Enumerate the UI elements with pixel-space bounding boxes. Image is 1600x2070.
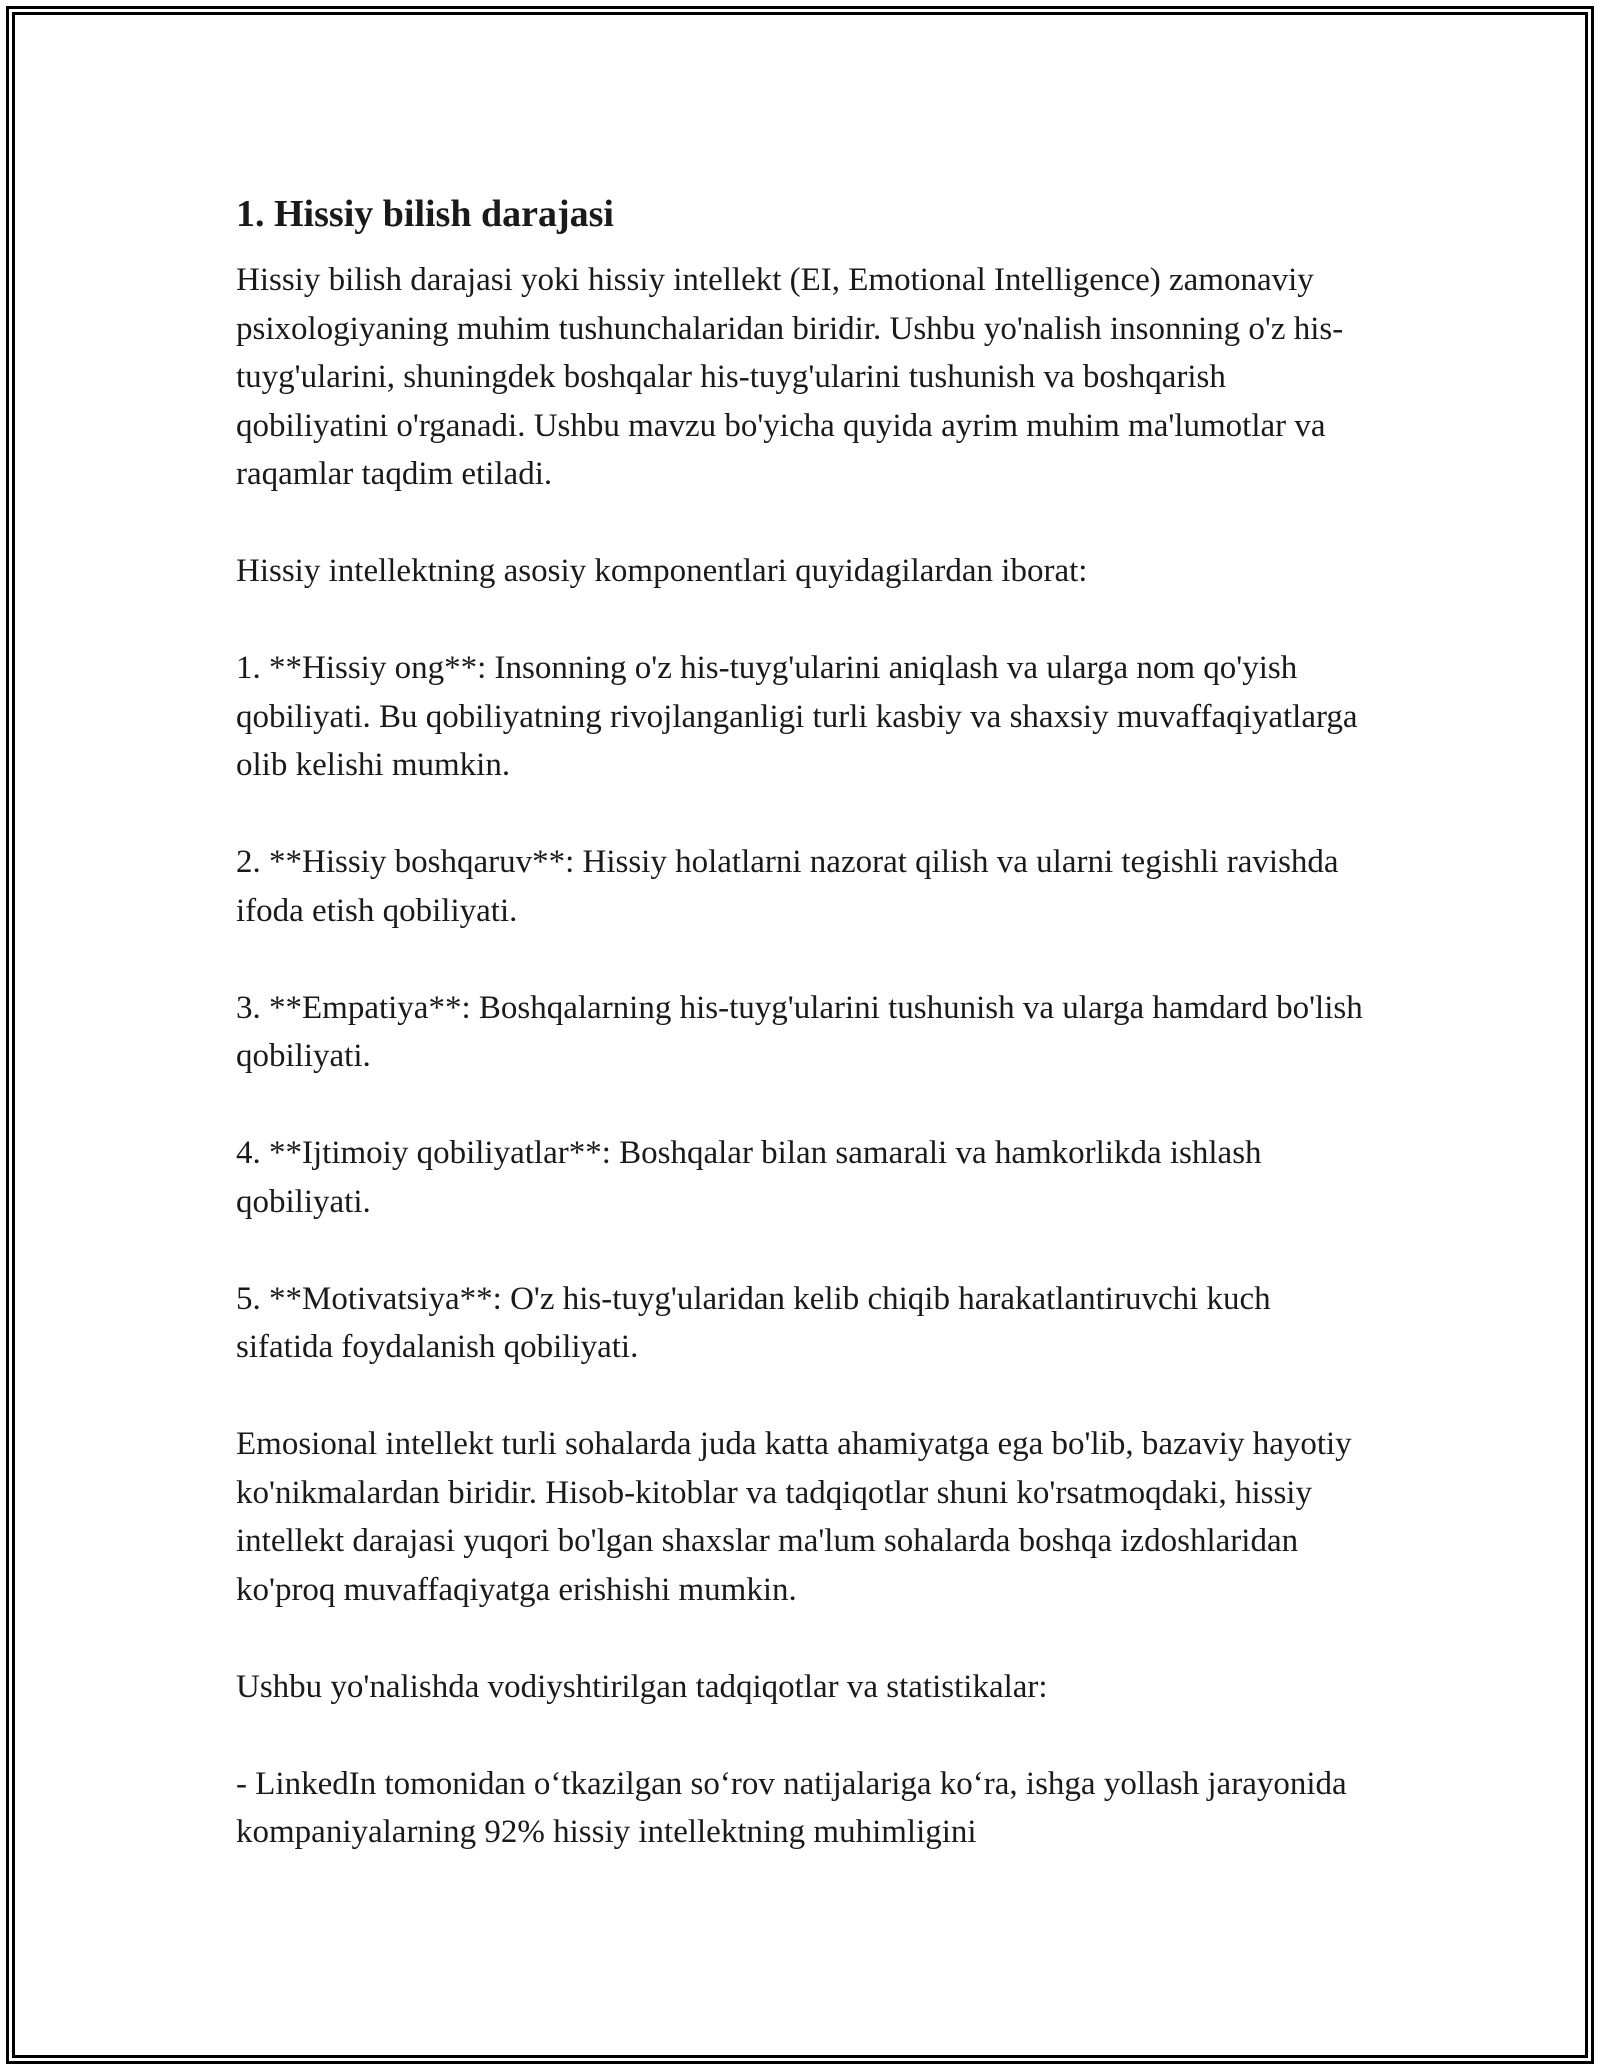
intro-paragraph: Hissiy bilish darajasi yoki hissiy intellekt (EI, Emotional Intelligence) zamonaviy psixologiyaning muhim tushunchalaridan biridir. Ushbu yo'nalish insonning o'z his-tuyg'ularini, shuningdek boshqalar his-tuyg'ularini tushunish va boshqarish qobiliyatini o'rganadi. Ushbu mavzu bo'yicha quyida ayrim muhim ma'lumotlar va raqamlar taqdim etiladi. [236, 262, 1344, 492]
list-item-hissiy-ong: 1. **Hissiy ong**: Insonning o'z his-tuyg'ularini aniqlash va ularga nom qo'yish qobiliyati. Bu qobiliyatning rivojlanganligi turli kasbiy va shaxsiy muvaffaqiyatlarga olib kelishi mumkin. [236, 650, 1358, 783]
importance-paragraph: Emosional intellekt turli sohalarda juda katta ahamiyatga ega bo'lib, bazaviy hayotiy ko'nikmalardan biridir. Hisob-kitoblar va tadqiqotlar shuni ko'rsatmoqdaki, hissiy intellekt darajasi yuqori bo'lgan shaxslar ma'lum sohalarda boshqa izdoshlaridan ko'proq muvaffaqiyatga erishishi mumkin. [236, 1426, 1352, 1608]
components-intro: Hissiy intellektning asosiy komponentlari quyidagilardan iborat: [236, 553, 1088, 589]
list-item-ijtimoiy-qobiliyatlar: 4. **Ijtimoiy qobiliyatlar**: Boshqalar bilan samarali va hamkorlikda ishlash qobiliyati. [236, 1135, 1262, 1220]
section-heading: 1. Hissiy bilish darajasi [236, 193, 614, 235]
bullet-linkedin: - LinkedIn tomonidan o‘tkazilgan so‘rov natijalariga ko‘ra, ishga yollash jarayonida kompaniyalarning 92% hissiy intellektning muhimligini [236, 1765, 1347, 1850]
list-item-hissiy-boshqaruv: 2. **Hissiy boshqaruv**: Hissiy holatlarni nazorat qilish va ularni tegishli ravishda ifoda etish qobiliyati. [236, 844, 1339, 929]
research-intro: Ushbu yo'nalishda vodiyshtirilgan tadqiqotlar va statistikalar: [236, 1668, 1048, 1705]
list-item-motivatsiya: 5. **Motivatsiya**: O'z his-tuyg'ularidan kelib chiqib harakatlantiruvchi kuch sifatida foydalanish qobiliyati. [236, 1280, 1271, 1365]
document-body [236, 188, 1376, 1857]
list-item-empatiya: 3. **Empatiya**: Boshqalarning his-tuyg'ularini tushunish va ularga hamdard bo'lish qobiliyati. [236, 989, 1363, 1074]
